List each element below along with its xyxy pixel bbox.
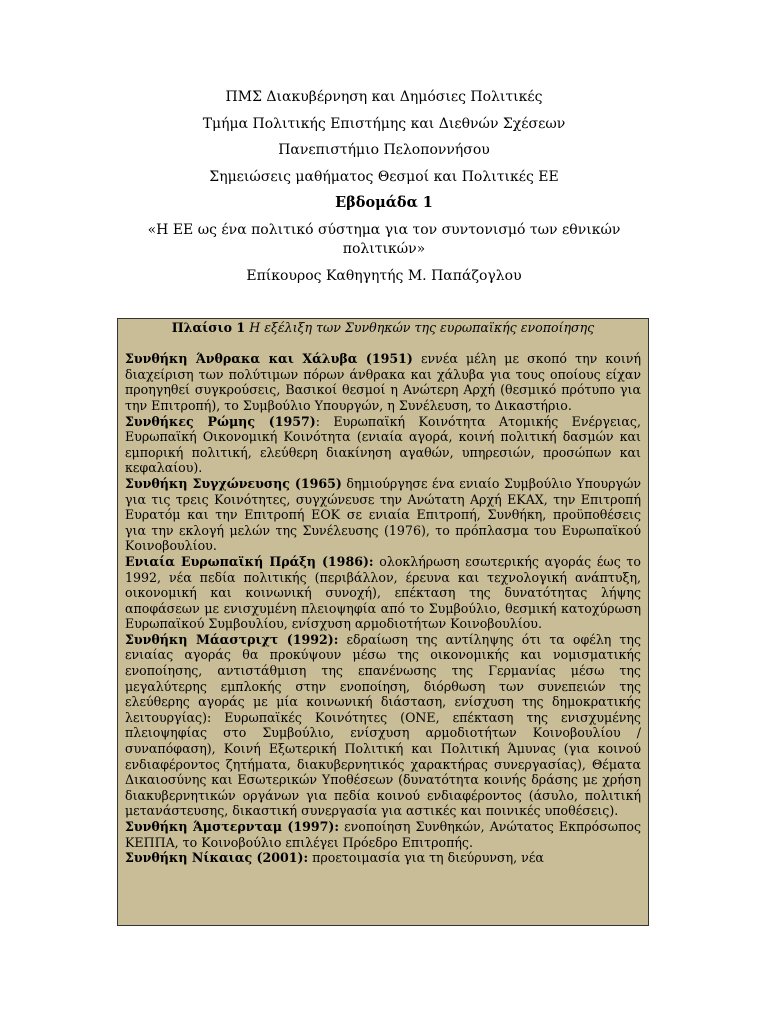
- course-title: Σημειώσεις μαθήματος Θεσμοί και Πολιτικές ΕΕ: [209, 168, 559, 185]
- treaty-heading: Ενιαία Ευρωπαϊκή Πράξη (1986):: [125, 553, 374, 569]
- treaty-text: προετοιμασία για τη διεύρυνση, νέα: [308, 850, 544, 866]
- treaty-text: ενοποίηση Συνθηκών, Ανώτατος Εκπρόσωπος ΚΕΠΠΑ, το Κοινοβούλιο επιλέγει Πρόεδρο Επιτροπής.: [125, 819, 641, 850]
- week-heading: Εβδομάδα 1: [335, 194, 433, 211]
- treaty-entry-nice: [125, 850, 641, 866]
- treaty-text: εννέα μέλη με σκοπό την κοινή διαχείριση των πολύτιμων πόρων άνθρακα και χάλυβα για τους οποίους είχαν προηγηθεί συγκρούσεις, Βασικοί θεσμοί η Ανώτερη Αρχή (θεσμικό πρότυπο για την Επιτροπή), το Συμβούλιο Υπουργών, η Συνέλευση, το Δικαστήριο.: [125, 351, 641, 413]
- treaty-text: : Ευρωπαϊκή Κοινότητα Ατομικής Ενέργειας, Ευρωπαϊκή Οικονομική Κοινότητα (ενιαία αγορά, κοινή πολιτική δασμών και εμπορική πολιτική, ελεύθερη διακίνηση αγαθών, υπηρεσιών, προσώπων και κεφαλαίου).: [125, 413, 641, 476]
- box-caption: Η εξέλιξη των Συνθηκών της ευρωπαϊκής ενοποίησης: [249, 320, 595, 335]
- author-line: Επίκουρος Καθηγητής Μ. Παπάζογλου: [246, 267, 522, 284]
- treaty-text: δημιούργησε ένα ενιαίο Συμβούλιο Υπουργών για τις τρεις Κοινότητες, συγχώνευσε την Ανώτατη Αρχή ΕΚΑΧ, την Επιτροπή Ευρατόμ και την Επιτροπή ΕΟΚ σε ενιαία Επιτροπή, Συνθήκη, προϋποθέσεις για την εκλογή μελών της Συνέλευσης (1976), το πρόπλασμα του Ευρωπαϊκού Κοινοβουλίου.: [125, 475, 641, 554]
- treaty-heading: Συνθήκη Νίκαιας (2001):: [125, 850, 309, 866]
- department-title: Τμήμα Πολιτικής Επιστήμης και Διεθνών Σχέσεων: [202, 115, 566, 132]
- treaty-heading: Συνθήκες Ρώμης (1957): [125, 413, 316, 429]
- treaty-heading: Συνθήκη Άμστερνταμ (1997):: [125, 819, 340, 834]
- treaty-heading: Συνθήκη Άνθρακα και Χάλυβα (1951): [125, 351, 413, 367]
- treaty-text: ολοκλήρωση εσωτερικής αγοράς έως το 1992, νέα πεδία πολιτικής (περιβάλλον, έρευνα και τεχνολογική ανάπτυξη, οικονομική και κοινωνική συνοχή), επέκταση της δυνατότητας λήψης αποφάσεων με ενισχυμένη πλειοψηφία από το Συμβούλιο, θεσμική κατοχύρωση Ευρωπαϊκού Συμβουλίου, ενίσχυση αρμοδιοτήτων Κοινοβουλίου.: [125, 553, 641, 632]
- document-header: [0, 84, 768, 289]
- treaty-entry-single-european-act: [125, 554, 641, 632]
- treaties-box: [117, 318, 649, 926]
- university-title: Πανεπιστήμιο Πελοποννήσου: [278, 142, 490, 158]
- treaty-entry-ecsc: [125, 351, 641, 413]
- treaty-heading: Συνθήκη Συγχώνευσης (1965): [125, 475, 342, 491]
- box-title: [125, 320, 641, 336]
- treaty-entry-rome: [125, 414, 641, 476]
- lecture-subject: «Η ΕΕ ως ένα πολιτικό σύστημα για τον συντονισμό των εθνικών πολιτικών»: [147, 221, 621, 257]
- treaty-entry-merger: [125, 476, 641, 554]
- treaty-entry-maastricht: [125, 632, 641, 819]
- box-label: Πλαίσιο 1: [171, 320, 246, 335]
- treaty-heading: Συνθήκη Μάαστριχτ (1992):: [125, 631, 339, 647]
- treaty-text: εδραίωση της αντίληψης ότι τα οφέλη της ενιαίας αγοράς θα προκύψουν μέσω της οικονομικής και νομισματικής ενοποίησης, αντιστάθμιση της επανένωσης της Γερμανίας μέσω της μεγαλύτερης εμπλοκής στην ενοποίηση, διόρθωση των συνεπειών της ελεύθερης αγοράς με μία κοινωνική διάσταση, ενίσχυση της δημοκρατικής λειτουργίας): Ευρωπαϊκές Κοινότητες (ΟΝΕ, επέκταση της ενισχυμένης πλειοψηφίας στο Συμβούλιο, ενίσχυση αρμοδιοτήτων Κοινοβουλίου / συναπόφαση), Κοινή Εξωτερική Πολιτική και Πολιτική Άμυνας (για κοινού ενδιαφέροντος ζητήματα, διακυβερνητικός χαρακτήρας συνεργασίας), Θέματα Δικαιοσύνης και Εσωτερικών Υποθέσεων (δυνατότητα κοινής δράσης με χρήση διακυβερνητικών οργάνων για πεδία κοινού ενδιαφέροντος (άσυλο, πολιτική μετανάστευσης, δικαστική συνεργασία για αστικές και ποινικές υποθέσεις).: [125, 631, 641, 819]
- program-title: ΠΜΣ Διακυβέρνηση και Δημόσιες Πολιτικές: [225, 89, 543, 105]
- treaty-entry-amsterdam: [125, 819, 641, 850]
